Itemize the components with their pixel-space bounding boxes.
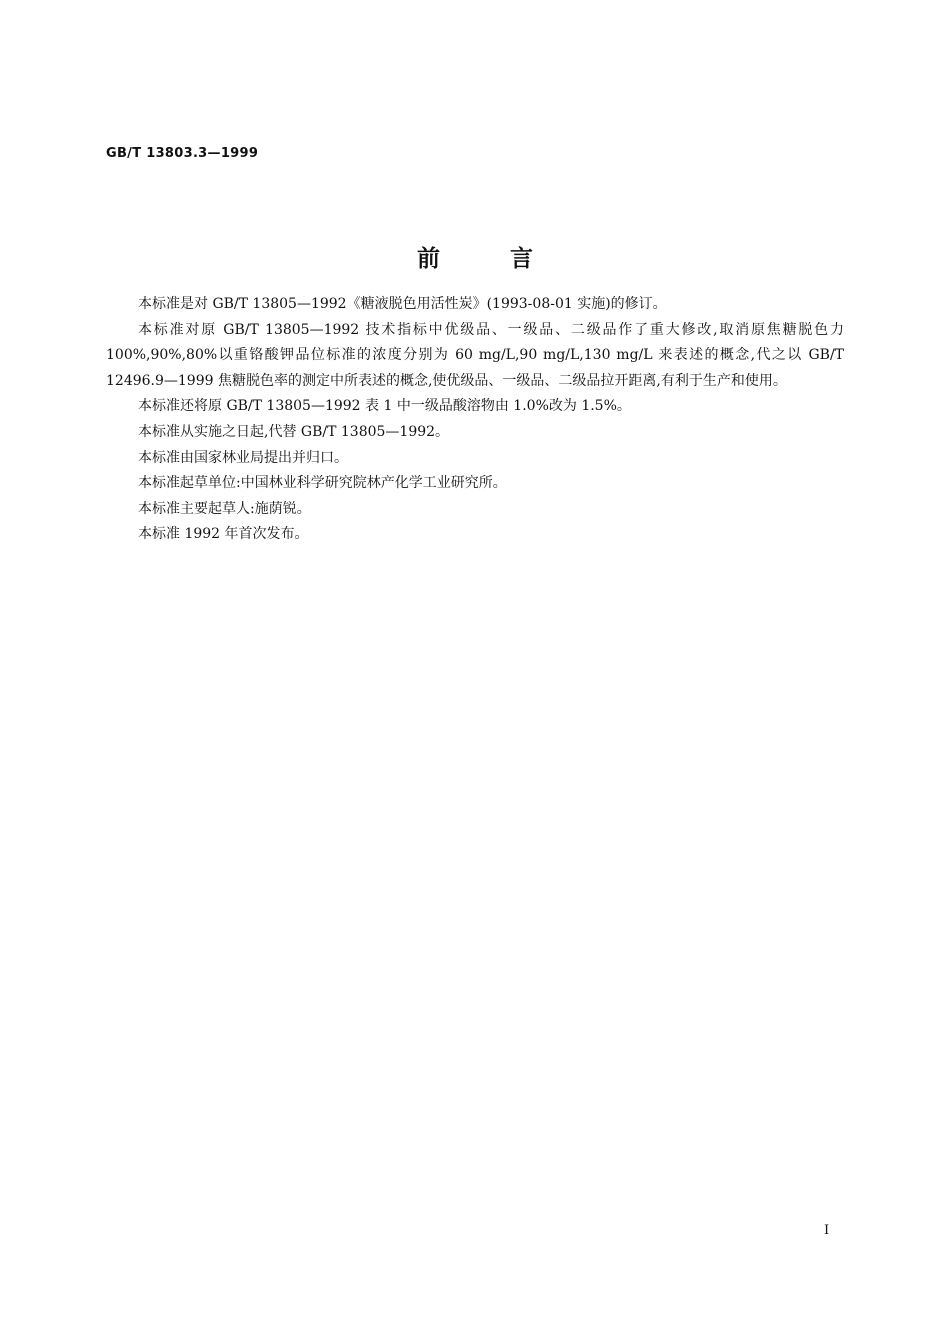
- standard-code: GB/T 13803.3—1999: [106, 146, 259, 161]
- page-number: I: [824, 1223, 830, 1238]
- page-title: 前言: [417, 246, 603, 272]
- document-body: [106, 292, 844, 548]
- paragraph-replacement: 本标准从实施之日起,代替 GB/T 13805—1992。: [138, 423, 450, 440]
- paragraph-first-issue: 本标准 1992 年首次发布。: [138, 526, 309, 543]
- paragraph-proposer: 本标准由国家林业局提出并归口。: [138, 449, 348, 466]
- paragraph-technical-changes: 本标准对原 GB/T 13805—1992 技术指标中优级品、一级品、二级品作了重大修改,取消原焦糖脱色力 100%,90%,80%以重铬酸钾品位标准的浓度分别为 60 mg/L,90 mg/L,130 mg/L 来表述的概念,代之以 GB/T 12496.9—1999 焦糖脱色率的测定中所表述的概念,使优级品、一级品、二级品拉开距离,有利于生产和使用。: [106, 321, 844, 389]
- paragraph-drafting-unit: 本标准起草单位:中国林业科学研究院林产化学工业研究所。: [138, 475, 507, 492]
- paragraph-drafter: 本标准主要起草人:施荫锐。: [138, 500, 311, 517]
- paragraph-revision-note: 本标准是对 GB/T 13805—1992《糖液脱色用活性炭》(1993-08-01 实施)的修订。: [138, 296, 667, 312]
- paragraph-acid-soluble-change: 本标准还将原 GB/T 13805—1992 表 1 中一级品酸溶物由 1.0%改为 1.5%。: [138, 398, 631, 415]
